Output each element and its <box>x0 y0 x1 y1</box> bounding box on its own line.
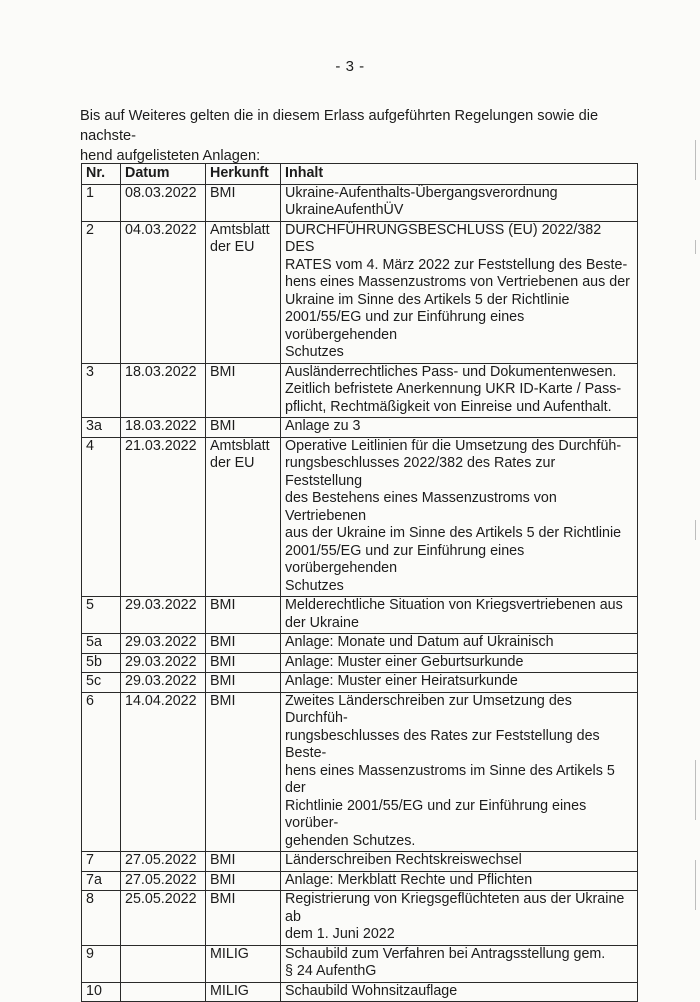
herkunft-line: Amtsblatt <box>210 437 270 454</box>
cell-nr: 5a <box>82 634 121 654</box>
cell-nr: 10 <box>82 982 121 1002</box>
annex-table <box>81 163 638 1002</box>
inhalt-line: pflicht, Rechtmäßigkeit von Einreise und Aufenthalt. <box>285 398 612 415</box>
cell-datum: 29.03.2022 <box>121 653 206 673</box>
cell-datum: 21.03.2022 <box>121 437 206 597</box>
herkunft-line: der EU <box>210 455 255 471</box>
cell-datum <box>121 982 206 1002</box>
cell-nr: 5 <box>82 597 121 634</box>
intro-line: Bis auf Weiteres gelten die in diesem Erlass aufgeführten Regelungen sowie die nachste- <box>80 108 599 144</box>
cell-datum: 29.03.2022 <box>121 597 206 634</box>
inhalt-line: Ukraine-Aufenthalts-Übergangsverordnung <box>285 184 558 201</box>
inhalt-line: Anlage: Muster einer Geburtsurkunde <box>285 653 524 670</box>
cell-herkunft: BMI <box>206 634 281 654</box>
page-number: - 3 - <box>335 58 365 75</box>
intro-line: hend aufgelisteten Anlagen: <box>80 148 261 164</box>
cell-nr: 3 <box>82 363 121 418</box>
table-row <box>82 871 638 891</box>
cell-inhalt <box>281 184 638 221</box>
cell-nr: 3a <box>82 418 121 438</box>
cell-inhalt <box>281 673 638 693</box>
table-row <box>82 418 638 438</box>
table-row <box>82 692 638 852</box>
table-row <box>82 653 638 673</box>
cell-nr: 4 <box>82 437 121 597</box>
inhalt-line: 2001/55/EG und zur Einführung eines vorübergehenden <box>285 309 525 343</box>
cell-inhalt <box>281 221 638 363</box>
herkunft-line: Amtsblatt <box>210 221 270 238</box>
inhalt-line: dem 1. Juni 2022 <box>285 926 395 942</box>
cell-herkunft: BMI <box>206 852 281 872</box>
inhalt-line: Anlage: Merkblatt Rechte und Pflichten <box>285 871 533 888</box>
inhalt-line: Zweites Länderschreiben zur Umsetzung des Durchfüh- <box>285 692 572 726</box>
cell-nr: 2 <box>82 221 121 363</box>
inhalt-line: 2001/55/EG und zur Einführung eines vorübergehenden <box>285 542 525 576</box>
cell-nr: 7a <box>82 871 121 891</box>
table-row <box>82 634 638 654</box>
table-row <box>82 982 638 1002</box>
cell-datum: 29.03.2022 <box>121 634 206 654</box>
inhalt-line: gehenden Schutzes. <box>285 832 416 849</box>
cell-inhalt <box>281 418 638 438</box>
cell-inhalt <box>281 597 638 634</box>
header-datum: Datum <box>121 164 206 185</box>
inhalt-line: Registrierung von Kriegsgeflüchteten aus der Ukraine ab <box>285 891 625 925</box>
cell-nr: 6 <box>82 692 121 852</box>
cell-nr: 5b <box>82 653 121 673</box>
cell-datum: 14.04.2022 <box>121 692 206 852</box>
inhalt-line: der Ukraine <box>285 614 359 631</box>
table-row <box>82 852 638 872</box>
inhalt-line: Schaubild zum Verfahren bei Antragsstellung gem. <box>285 945 606 962</box>
cell-inhalt <box>281 871 638 891</box>
cell-herkunft: BMI <box>206 363 281 418</box>
table-row <box>82 221 638 363</box>
inhalt-line: Schutzes <box>285 577 344 594</box>
table-row <box>82 597 638 634</box>
cell-inhalt <box>281 945 638 982</box>
cell-nr: 1 <box>82 184 121 221</box>
cell-inhalt <box>281 363 638 418</box>
inhalt-line: Anlage: Muster einer Heiratsurkunde <box>285 673 518 689</box>
inhalt-line: Operative Leitlinien für die Umsetzung des Durchfüh- <box>285 437 622 454</box>
cell-inhalt <box>281 891 638 946</box>
cell-herkunft: BMI <box>206 692 281 852</box>
cell-inhalt <box>281 852 638 872</box>
table-row <box>82 945 638 982</box>
table-row <box>82 184 638 221</box>
cell-inhalt <box>281 653 638 673</box>
cell-herkunft: MILIG <box>206 945 281 982</box>
inhalt-line: Schutzes <box>285 344 344 360</box>
cell-nr: 8 <box>82 891 121 946</box>
intro-paragraph <box>80 106 640 166</box>
inhalt-line: rungsbeschlusses des Rates zur Feststellung des Beste- <box>285 727 600 761</box>
inhalt-line: Zeitlich befristete Anerkennung UKR ID-Karte / Pass- <box>285 381 622 397</box>
cell-nr: 9 <box>82 945 121 982</box>
cell-inhalt <box>281 982 638 1002</box>
cell-inhalt <box>281 437 638 597</box>
header-inhalt: Inhalt <box>281 164 638 185</box>
cell-datum: 04.03.2022 <box>121 221 206 363</box>
inhalt-line: Richtlinie 2001/55/EG und zur Einführung eines vorüber- <box>285 797 587 831</box>
inhalt-line: Anlage: Monate und Datum auf Ukrainisch <box>285 634 554 650</box>
cell-nr: 7 <box>82 852 121 872</box>
inhalt-line: Anlage zu 3 <box>285 418 361 434</box>
inhalt-line: Ausländerrechtliches Pass- und Dokumentenwesen. <box>285 363 617 380</box>
table-row <box>82 891 638 946</box>
table-row <box>82 363 638 418</box>
cell-herkunft: BMI <box>206 871 281 891</box>
cell-nr: 5c <box>82 673 121 693</box>
cell-herkunft: BMI <box>206 891 281 946</box>
cell-herkunft: MILIG <box>206 982 281 1002</box>
cell-datum: 25.05.2022 <box>121 891 206 946</box>
inhalt-line: § 24 AufenthG <box>285 963 377 979</box>
cell-datum: 27.05.2022 <box>121 871 206 891</box>
table-row <box>82 673 638 693</box>
inhalt-line: hens eines Massenzustroms von Vertriebenen aus der <box>285 274 630 290</box>
inhalt-line: Schaubild Wohnsitzauflage <box>285 982 458 999</box>
table-row <box>82 437 638 597</box>
cell-datum: 18.03.2022 <box>121 363 206 418</box>
cell-herkunft <box>206 221 281 363</box>
cell-herkunft: BMI <box>206 418 281 438</box>
inhalt-line: des Bestehens eines Massenzustroms von Vertriebenen <box>285 490 557 524</box>
inhalt-line: hens eines Massenzustroms im Sinne des Artikels 5 der <box>285 762 615 796</box>
header-herkunft: Herkunft <box>206 164 281 185</box>
cell-datum <box>121 945 206 982</box>
cell-datum: 08.03.2022 <box>121 184 206 221</box>
herkunft-line: der EU <box>210 239 255 255</box>
cell-herkunft: BMI <box>206 673 281 693</box>
inhalt-line: RATES vom 4. März 2022 zur Feststellung des Beste- <box>285 256 628 273</box>
scan-edge-marks <box>688 0 700 990</box>
inhalt-line: rungsbeschlusses 2022/382 des Rates zur Feststellung <box>285 455 556 489</box>
inhalt-line: UkraineAufenthÜV <box>285 202 404 218</box>
inhalt-line: Ukraine im Sinne des Artikels 5 der Richtlinie <box>285 291 570 308</box>
table-body <box>82 184 638 1002</box>
cell-herkunft <box>206 437 281 597</box>
cell-herkunft: BMI <box>206 184 281 221</box>
cell-datum: 29.03.2022 <box>121 673 206 693</box>
inhalt-line: Melderechtliche Situation von Kriegsvertriebenen aus <box>285 597 623 613</box>
cell-herkunft: BMI <box>206 653 281 673</box>
cell-inhalt <box>281 634 638 654</box>
inhalt-line: DURCHFÜHRUNGSBESCHLUSS (EU) 2022/382 DES <box>285 221 602 255</box>
cell-datum: 18.03.2022 <box>121 418 206 438</box>
inhalt-line: Länderschreiben Rechtskreiswechsel <box>285 852 522 868</box>
table-header-row <box>82 164 638 185</box>
cell-herkunft: BMI <box>206 597 281 634</box>
cell-datum: 27.05.2022 <box>121 852 206 872</box>
cell-inhalt <box>281 692 638 852</box>
inhalt-line: aus der Ukraine im Sinne des Artikels 5 der Richtlinie <box>285 525 622 541</box>
header-nr: Nr. <box>82 164 121 185</box>
